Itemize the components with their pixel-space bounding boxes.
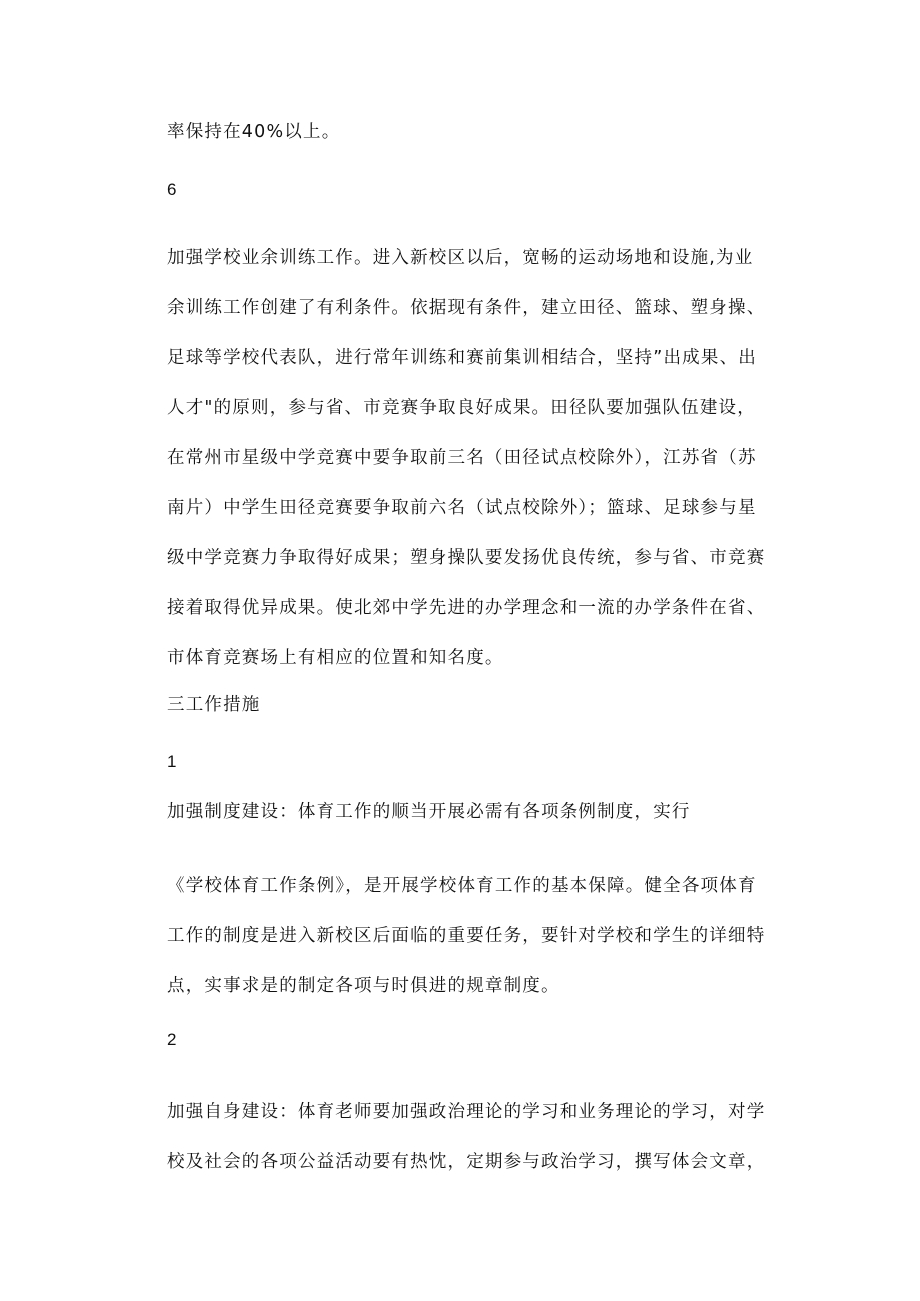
paragraph-line: 加强制度建设：体育工作的顺当开展必需有各项条例制度，实行 (167, 802, 691, 822)
paragraph-line: 《学校体育工作条例》，是开展学校体育工作的基本保障。健全各项体育 (167, 876, 757, 896)
paragraph-line: 足球等学校代表队，进行常年训练和赛前集训相结合，坚持”出成果、出 (167, 348, 757, 368)
item-number: 6 (167, 180, 177, 199)
paragraph-line: 接着取得优异成果。使北郊中学先进的办学理念和一流的办学条件在省、 (167, 598, 766, 618)
section-heading: 三工作措施 (167, 695, 261, 715)
paragraph-line: 校及社会的各项公益活动要有热忱，定期参与政治学习，撰写体会文章， (167, 1152, 766, 1172)
paragraph-line: 率保持在40%以上。 (167, 122, 341, 142)
paragraph-line: 人才"的原则，参与省、市竞赛争取良好成果。田径队要加强队伍建设， (167, 398, 756, 418)
paragraph-line: 加强学校业余训练工作。进入新校区以后，宽畅的运动场地和设施,为业 (167, 248, 754, 268)
paragraph-line: 加强自身建设：体育老师要加强政治理论的学习和业务理论的学习，对学 (167, 1102, 766, 1122)
paragraph-line: 市体育竞赛场上有相应的位置和知名度。 (167, 648, 504, 668)
paragraph-line: 工作的制度是进入新校区后面临的重要任务，要针对学校和学生的详细特 (167, 926, 766, 946)
paragraph-line: 级中学竞赛力争取得好成果；塑身操队要发扬优良传统，参与省、市竞赛 (167, 548, 766, 568)
item-number: 1 (167, 752, 177, 771)
paragraph-line: 点，实事求是的制定各项与时俱进的规章制度。 (167, 976, 560, 996)
item-number: 2 (167, 1030, 177, 1049)
paragraph-line: 余训练工作创建了有利条件。依据现有条件，建立田径、篮球、塑身操、 (167, 298, 766, 318)
paragraph-line: 南片）中学生田径竞赛要争取前六名（试点校除外）；篮球、足球参与星 (167, 498, 757, 518)
paragraph-line: 在常州市星级中学竞赛中要争取前三名（田径试点校除外），江苏省（苏 (167, 448, 757, 468)
